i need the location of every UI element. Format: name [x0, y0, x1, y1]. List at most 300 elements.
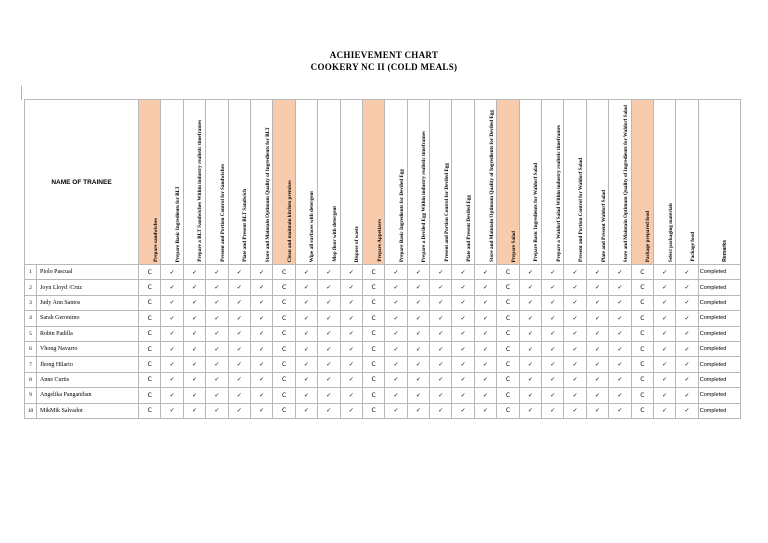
check-mark: ✓: [474, 265, 496, 280]
check-mark: ✓: [385, 295, 407, 310]
check-mark: ✓: [161, 326, 183, 341]
criterion-label: Present and Portion Control for Sandwiches: [219, 164, 226, 262]
competency-mark: C: [631, 295, 653, 310]
check-mark: ✓: [564, 326, 586, 341]
check-mark: ✓: [430, 295, 452, 310]
table-row: [25, 372, 741, 387]
check-mark: ✓: [542, 326, 564, 341]
check-mark: ✓: [340, 280, 362, 295]
check-mark: ✓: [430, 326, 452, 341]
trainee-name: Judy Ann Santos: [37, 295, 139, 310]
check-mark: ✓: [385, 280, 407, 295]
criterion-label: Plate and Present Waldorf Salad: [600, 189, 607, 262]
table-row: [25, 388, 741, 403]
criterion-label: Prepare Basic Ingredients for BLT: [175, 185, 182, 262]
check-mark: ✓: [228, 388, 250, 403]
competency-mark: C: [362, 357, 384, 372]
check-mark: ✓: [340, 357, 362, 372]
competency-mark: C: [273, 265, 295, 280]
check-mark: ✓: [564, 388, 586, 403]
check-mark: ✓: [340, 403, 362, 418]
check-mark: ✓: [430, 403, 452, 418]
check-mark: ✓: [206, 341, 228, 356]
achievement-table: [24, 99, 741, 419]
criterion-label: Select packaging materials: [667, 202, 674, 262]
criterion-label: Prepare a Deviled Egg Within industry realistic timeframes: [421, 130, 428, 262]
check-mark: ✓: [206, 357, 228, 372]
competency-mark: C: [631, 326, 653, 341]
check-mark: ✓: [340, 311, 362, 326]
check-mark: ✓: [250, 311, 272, 326]
check-mark: ✓: [430, 388, 452, 403]
table-row: [25, 295, 741, 310]
check-mark: ✓: [452, 341, 474, 356]
check-mark: ✓: [161, 357, 183, 372]
check-mark: ✓: [430, 280, 452, 295]
competency-mark: C: [497, 388, 519, 403]
check-mark: ✓: [340, 265, 362, 280]
check-mark: ✓: [318, 372, 340, 387]
trainee-name: Vhong Navarro: [37, 341, 139, 356]
competency-mark: C: [497, 265, 519, 280]
remark-cell: Completed: [698, 372, 740, 387]
check-mark: ✓: [161, 372, 183, 387]
check-mark: ✓: [564, 341, 586, 356]
competency-mark: C: [631, 341, 653, 356]
competency-mark: C: [362, 341, 384, 356]
competency-mark: C: [497, 403, 519, 418]
table-row: [25, 326, 741, 341]
check-mark: ✓: [407, 280, 429, 295]
check-mark: ✓: [586, 280, 608, 295]
competency-mark: C: [497, 326, 519, 341]
check-mark: ✓: [206, 280, 228, 295]
check-mark: ✓: [609, 372, 631, 387]
check-mark: ✓: [228, 311, 250, 326]
check-mark: ✓: [564, 280, 586, 295]
criterion-label: Dispose of waste: [354, 225, 361, 262]
trainee-name: Angelika Panganiban: [37, 388, 139, 403]
trainee-name: Piolo Pascual: [37, 265, 139, 280]
criterion-header: [519, 100, 541, 265]
criterion-header: [273, 100, 295, 265]
competency-mark: C: [631, 265, 653, 280]
check-mark: ✓: [609, 295, 631, 310]
row-number: 10: [25, 403, 37, 418]
check-mark: ✓: [318, 326, 340, 341]
check-mark: ✓: [206, 403, 228, 418]
check-mark: ✓: [228, 372, 250, 387]
check-mark: ✓: [161, 280, 183, 295]
check-mark: ✓: [206, 326, 228, 341]
remark-cell: Completed: [698, 341, 740, 356]
criterion-label: Store and Maintain Optimum Quality of Ingredients for Waldorf Salad: [622, 104, 629, 262]
competency-mark: C: [631, 372, 653, 387]
check-mark: ✓: [385, 311, 407, 326]
check-mark: ✓: [519, 341, 541, 356]
check-mark: ✓: [407, 341, 429, 356]
check-mark: ✓: [452, 372, 474, 387]
competency-mark: C: [139, 326, 161, 341]
check-mark: ✓: [228, 295, 250, 310]
remark-cell: Completed: [698, 403, 740, 418]
competency-mark: C: [631, 403, 653, 418]
check-mark: ✓: [385, 372, 407, 387]
check-mark: ✓: [474, 311, 496, 326]
check-mark: ✓: [653, 280, 675, 295]
check-mark: ✓: [676, 265, 698, 280]
check-mark: ✓: [519, 295, 541, 310]
check-mark: ✓: [653, 388, 675, 403]
check-mark: ✓: [519, 311, 541, 326]
remark-cell: Completed: [698, 388, 740, 403]
criterion-header: [653, 100, 675, 265]
check-mark: ✓: [653, 341, 675, 356]
check-mark: ✓: [609, 341, 631, 356]
check-mark: ✓: [183, 372, 205, 387]
criterion-header: [228, 100, 250, 265]
name-of-trainee-header: NAME OF TRAINEE: [25, 100, 139, 265]
check-mark: ✓: [318, 341, 340, 356]
check-mark: ✓: [564, 357, 586, 372]
check-mark: ✓: [676, 372, 698, 387]
check-mark: ✓: [161, 295, 183, 310]
criterion-header: [407, 100, 429, 265]
competency-mark: C: [139, 280, 161, 295]
competency-mark: C: [273, 311, 295, 326]
check-mark: ✓: [676, 357, 698, 372]
check-mark: ✓: [295, 295, 317, 310]
row-number: 9: [25, 388, 37, 403]
check-mark: ✓: [295, 388, 317, 403]
criterion-label: Clean and maintain kitchen premises: [287, 179, 294, 262]
check-mark: ✓: [452, 280, 474, 295]
criterion-header: [542, 100, 564, 265]
competency-mark: C: [139, 311, 161, 326]
table-row: [25, 341, 741, 356]
check-mark: ✓: [519, 372, 541, 387]
check-mark: ✓: [295, 341, 317, 356]
check-mark: ✓: [318, 357, 340, 372]
competency-mark: C: [362, 280, 384, 295]
criterion-header: [362, 100, 384, 265]
trainee-name: Jhong Hilario: [37, 357, 139, 372]
criterion-header: [139, 100, 161, 265]
check-mark: ✓: [183, 388, 205, 403]
check-mark: ✓: [161, 311, 183, 326]
row-number: 4: [25, 311, 37, 326]
check-mark: ✓: [474, 280, 496, 295]
check-mark: ✓: [183, 341, 205, 356]
check-mark: ✓: [474, 388, 496, 403]
check-mark: ✓: [295, 311, 317, 326]
criterion-header: [609, 100, 631, 265]
check-mark: ✓: [228, 280, 250, 295]
criterion-header: [161, 100, 183, 265]
check-mark: ✓: [653, 295, 675, 310]
remarks-label: Remarks: [722, 240, 729, 262]
table-row: [25, 357, 741, 372]
check-mark: ✓: [250, 295, 272, 310]
check-mark: ✓: [542, 357, 564, 372]
row-number: 5: [25, 326, 37, 341]
check-mark: ✓: [407, 388, 429, 403]
check-mark: ✓: [430, 265, 452, 280]
competency-mark: C: [362, 326, 384, 341]
criterion-label: Package prepared food: [645, 210, 652, 262]
row-number: 1: [25, 265, 37, 280]
check-mark: ✓: [206, 372, 228, 387]
row-number: 3: [25, 295, 37, 310]
check-mark: ✓: [609, 280, 631, 295]
check-mark: ✓: [161, 403, 183, 418]
check-mark: ✓: [228, 341, 250, 356]
check-mark: ✓: [676, 326, 698, 341]
competency-mark: C: [139, 388, 161, 403]
check-mark: ✓: [385, 357, 407, 372]
check-mark: ✓: [295, 280, 317, 295]
check-mark: ✓: [452, 357, 474, 372]
criterion-header: [564, 100, 586, 265]
check-mark: ✓: [564, 372, 586, 387]
check-mark: ✓: [250, 341, 272, 356]
competency-mark: C: [497, 295, 519, 310]
criterion-label: Plate and Present BLT Sandwich: [242, 189, 249, 262]
check-mark: ✓: [161, 265, 183, 280]
check-mark: ✓: [228, 326, 250, 341]
check-mark: ✓: [250, 372, 272, 387]
competency-mark: C: [362, 403, 384, 418]
competency-mark: C: [631, 357, 653, 372]
competency-mark: C: [497, 357, 519, 372]
check-mark: ✓: [586, 372, 608, 387]
trainee-name: Robin Padilla: [37, 326, 139, 341]
criterion-header: [452, 100, 474, 265]
check-mark: ✓: [452, 403, 474, 418]
check-mark: ✓: [318, 265, 340, 280]
criterion-header: [183, 100, 205, 265]
criterion-header: [340, 100, 362, 265]
check-mark: ✓: [318, 311, 340, 326]
competency-mark: C: [273, 295, 295, 310]
check-mark: ✓: [474, 295, 496, 310]
check-mark: ✓: [295, 326, 317, 341]
remark-cell: Completed: [698, 280, 740, 295]
competency-mark: C: [273, 280, 295, 295]
row-number: 7: [25, 357, 37, 372]
criterion-label: Store and Maintain Optimum Quality of Ingredients for Deviled Egg: [488, 109, 495, 262]
check-mark: ✓: [183, 326, 205, 341]
check-mark: ✓: [385, 326, 407, 341]
trainee-name: Sarah Geronimo: [37, 311, 139, 326]
check-mark: ✓: [407, 265, 429, 280]
competency-mark: C: [362, 311, 384, 326]
criterion-label: Prepare sandwiches: [152, 217, 159, 262]
check-mark: ✓: [295, 265, 317, 280]
check-mark: ✓: [407, 326, 429, 341]
check-mark: ✓: [407, 295, 429, 310]
check-mark: ✓: [653, 326, 675, 341]
check-mark: ✓: [385, 341, 407, 356]
check-mark: ✓: [609, 311, 631, 326]
check-mark: ✓: [564, 311, 586, 326]
check-mark: ✓: [519, 280, 541, 295]
check-mark: ✓: [228, 357, 250, 372]
remark-cell: Completed: [698, 326, 740, 341]
criterion-label: Present and Portion Control for Deviled Egg: [443, 163, 450, 262]
criterion-label: Store and Maintain Optimum Quality of Ingredients for BLT: [264, 126, 271, 262]
check-mark: ✓: [250, 357, 272, 372]
check-mark: ✓: [206, 265, 228, 280]
criterion-label: Mop floor with detergent: [331, 206, 338, 262]
check-mark: ✓: [586, 265, 608, 280]
remark-cell: Completed: [698, 357, 740, 372]
check-mark: ✓: [519, 403, 541, 418]
check-mark: ✓: [542, 295, 564, 310]
check-mark: ✓: [586, 341, 608, 356]
check-mark: ✓: [430, 341, 452, 356]
check-mark: ✓: [340, 341, 362, 356]
check-mark: ✓: [519, 357, 541, 372]
check-mark: ✓: [206, 388, 228, 403]
criterion-header: [631, 100, 653, 265]
check-mark: ✓: [474, 341, 496, 356]
check-mark: ✓: [609, 326, 631, 341]
trainee-name: Joyn Lloyd /Cruz: [37, 280, 139, 295]
check-mark: ✓: [228, 403, 250, 418]
check-mark: ✓: [564, 265, 586, 280]
check-mark: ✓: [609, 403, 631, 418]
competency-mark: C: [631, 311, 653, 326]
criterion-header: [250, 100, 272, 265]
criterion-label: Wipe all surfaces with detergent: [309, 190, 316, 262]
chart-subtitle: COOKERY NC II (COLD MEALS): [310, 62, 458, 72]
competency-mark: C: [631, 388, 653, 403]
check-mark: ✓: [318, 403, 340, 418]
check-mark: ✓: [586, 311, 608, 326]
check-mark: ✓: [407, 372, 429, 387]
criterion-label: Prepare a BLT Sandwiches Within industry realistic timeframes: [197, 120, 204, 262]
check-mark: ✓: [206, 311, 228, 326]
check-mark: ✓: [564, 295, 586, 310]
check-mark: ✓: [653, 357, 675, 372]
criterion-header: [586, 100, 608, 265]
table-row: [25, 280, 741, 295]
remark-cell: Completed: [698, 311, 740, 326]
check-mark: ✓: [295, 372, 317, 387]
criterion-label: Plate and Present Deviled Egg: [466, 195, 473, 262]
check-mark: ✓: [318, 280, 340, 295]
criterion-label: Package food: [690, 232, 697, 262]
competency-mark: C: [362, 372, 384, 387]
criterion-header: [430, 100, 452, 265]
check-mark: ✓: [295, 403, 317, 418]
competency-mark: C: [497, 372, 519, 387]
check-mark: ✓: [161, 341, 183, 356]
check-mark: ✓: [542, 372, 564, 387]
table-row: [25, 311, 741, 326]
check-mark: ✓: [542, 265, 564, 280]
check-mark: ✓: [407, 311, 429, 326]
competency-mark: C: [362, 265, 384, 280]
check-mark: ✓: [430, 357, 452, 372]
check-mark: ✓: [318, 295, 340, 310]
check-mark: ✓: [609, 265, 631, 280]
check-mark: ✓: [474, 326, 496, 341]
check-mark: ✓: [430, 372, 452, 387]
check-mark: ✓: [474, 372, 496, 387]
criterion-header: [318, 100, 340, 265]
check-mark: ✓: [519, 326, 541, 341]
check-mark: ✓: [474, 403, 496, 418]
competency-mark: C: [497, 280, 519, 295]
row-number: 6: [25, 341, 37, 356]
remarks-header: [698, 100, 740, 265]
check-mark: ✓: [295, 357, 317, 372]
check-mark: ✓: [385, 388, 407, 403]
trainee-name: MikMik Salvador: [37, 403, 139, 418]
competency-mark: C: [273, 372, 295, 387]
check-mark: ✓: [452, 311, 474, 326]
check-mark: ✓: [228, 265, 250, 280]
criterion-label: Prepare Salad: [510, 230, 517, 262]
criterion-header: [676, 100, 698, 265]
competency-mark: C: [273, 341, 295, 356]
remark-cell: Completed: [698, 295, 740, 310]
criterion-label: Prepare Basic Ingredients for Deviled Egg: [398, 168, 405, 262]
check-mark: ✓: [385, 265, 407, 280]
check-mark: ✓: [430, 311, 452, 326]
check-mark: ✓: [407, 403, 429, 418]
header-row: [25, 100, 741, 265]
row-number: 2: [25, 280, 37, 295]
check-mark: ✓: [452, 265, 474, 280]
competency-mark: C: [139, 357, 161, 372]
check-mark: ✓: [676, 311, 698, 326]
check-mark: ✓: [609, 357, 631, 372]
check-mark: ✓: [183, 280, 205, 295]
competency-mark: C: [273, 326, 295, 341]
competency-mark: C: [362, 295, 384, 310]
check-mark: ✓: [250, 403, 272, 418]
check-mark: ✓: [250, 326, 272, 341]
remark-cell: Completed: [698, 265, 740, 280]
check-mark: ✓: [183, 403, 205, 418]
criterion-header: [385, 100, 407, 265]
check-mark: ✓: [183, 295, 205, 310]
criterion-header: [474, 100, 496, 265]
trainee-name: Anne Curtis: [37, 372, 139, 387]
table-row: [25, 403, 741, 418]
check-mark: ✓: [385, 403, 407, 418]
competency-mark: C: [139, 403, 161, 418]
check-mark: ✓: [586, 403, 608, 418]
check-mark: ✓: [407, 357, 429, 372]
check-mark: ✓: [340, 372, 362, 387]
check-mark: ✓: [653, 372, 675, 387]
check-mark: ✓: [676, 280, 698, 295]
criterion-header: [206, 100, 228, 265]
check-mark: ✓: [161, 388, 183, 403]
competency-mark: C: [139, 372, 161, 387]
competency-mark: C: [497, 311, 519, 326]
check-mark: ✓: [340, 295, 362, 310]
check-mark: ✓: [206, 295, 228, 310]
check-mark: ✓: [519, 388, 541, 403]
row-number: 8: [25, 372, 37, 387]
check-mark: ✓: [474, 357, 496, 372]
check-mark: ✓: [183, 311, 205, 326]
